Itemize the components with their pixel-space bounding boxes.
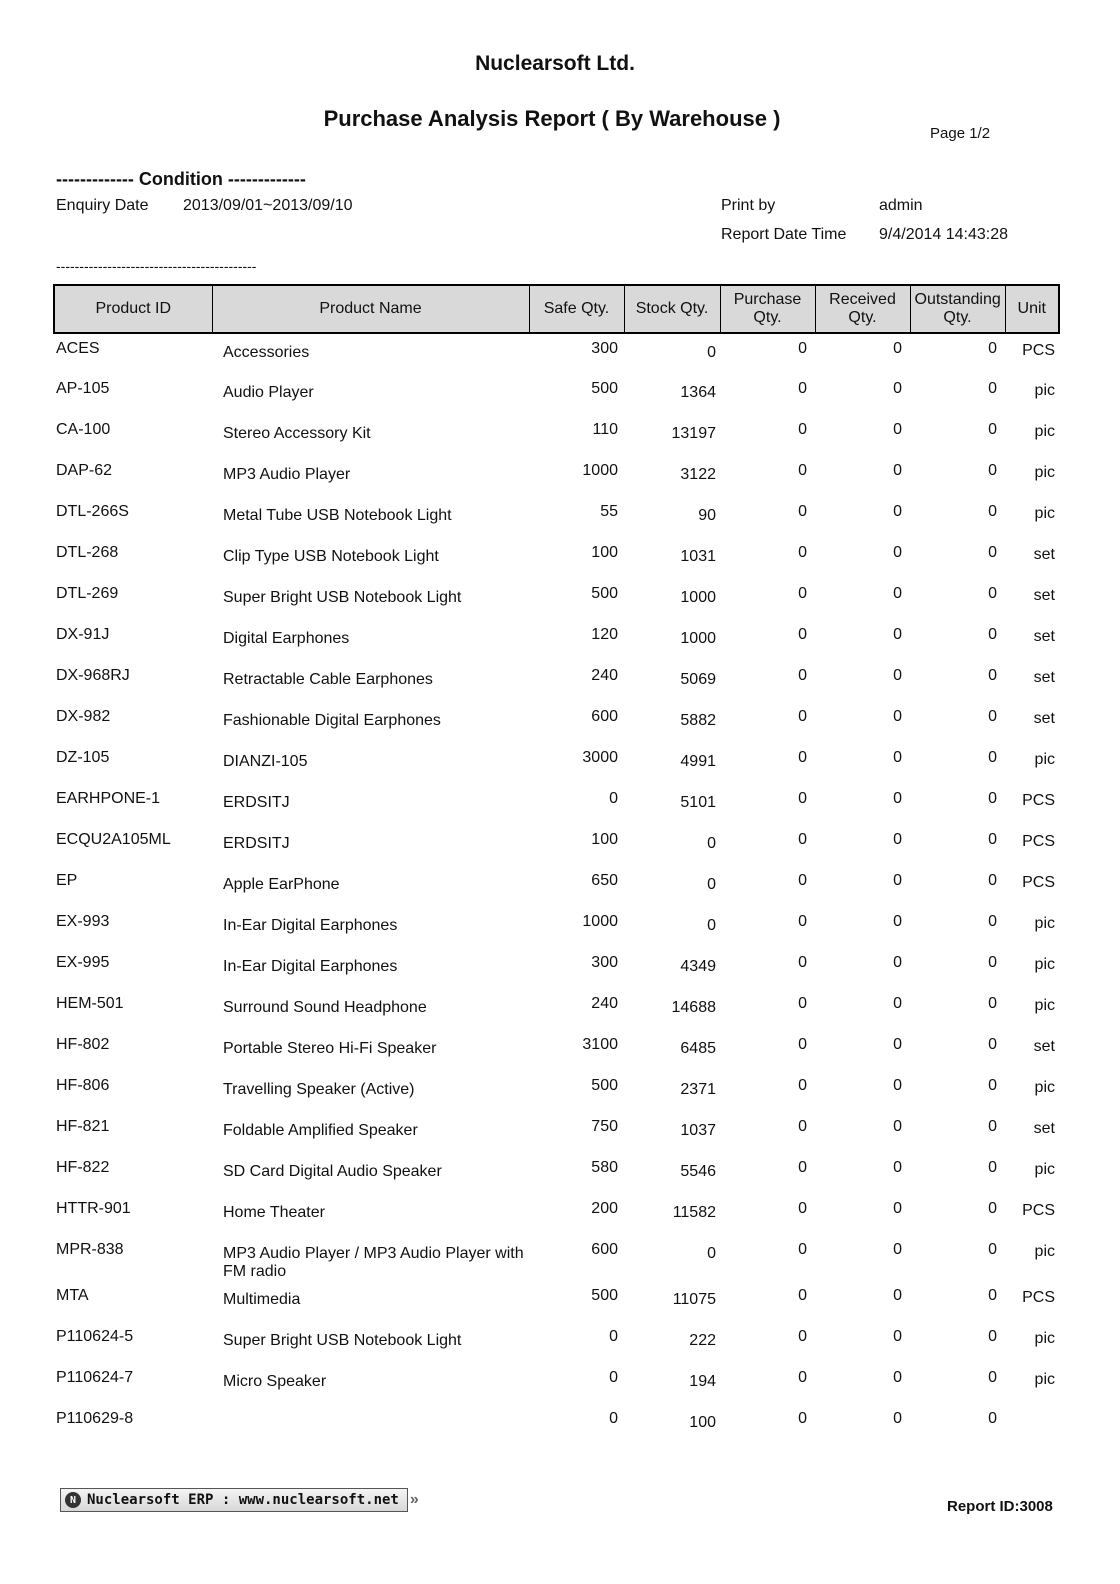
cell-product-name: SD Card Digital Audio Speaker: [223, 1163, 442, 1180]
cell-product-id: DTL-269: [56, 585, 119, 602]
cell-received-qty: 0: [893, 667, 902, 684]
cell-received-qty: 0: [893, 954, 902, 971]
cell-product-name: Micro Speaker: [223, 1373, 327, 1390]
cell-outstanding-qty: 0: [988, 1241, 997, 1258]
purchase-analysis-table: [53, 284, 1060, 1445]
cell-product-id: DX-91J: [56, 626, 110, 643]
table-body: [54, 333, 1059, 1445]
cell-product-name: MP3 Audio Player / MP3 Audio Player with FM radio: [223, 1245, 524, 1280]
cell-safe-qty: 110: [592, 421, 618, 438]
cell-product-id: MPR-838: [56, 1241, 124, 1258]
cell-stock-qty: 5882: [680, 712, 716, 729]
cell-safe-qty: 1000: [582, 462, 618, 479]
cell-stock-qty: 1031: [680, 548, 716, 565]
report-id: Report ID:3008: [947, 1498, 1053, 1515]
cell-product-id: HTTR-901: [56, 1200, 131, 1217]
cell-safe-qty: 100: [591, 544, 618, 561]
cell-purchase-qty: 0: [798, 1159, 807, 1176]
cell-unit: pic: [1034, 1161, 1055, 1178]
condition-header: ------------- Condition -------------: [56, 169, 306, 189]
cell-stock-qty: 0: [707, 344, 716, 361]
cell-purchase-qty: 0: [798, 1369, 807, 1386]
cell-safe-qty: 0: [609, 1328, 618, 1345]
cell-product-name: In-Ear Digital Earphones: [223, 958, 398, 975]
cell-stock-qty: 1037: [680, 1122, 716, 1139]
cell-stock-qty: 0: [707, 876, 716, 893]
table-header-row: [54, 285, 1059, 333]
cell-product-id: HF-802: [56, 1036, 110, 1053]
cell-product-id: ACES: [56, 340, 100, 357]
cell-safe-qty: 3000: [582, 749, 618, 766]
table-row: [54, 1281, 1059, 1322]
cell-received-qty: 0: [893, 831, 902, 848]
table-row: [54, 784, 1059, 825]
cell-received-qty: 0: [893, 995, 902, 1012]
cell-unit: set: [1033, 587, 1055, 604]
cell-safe-qty: 100: [591, 831, 618, 848]
cell-product-name: ERDSITJ: [223, 794, 290, 811]
cell-outstanding-qty: 0: [988, 1410, 997, 1427]
cell-purchase-qty: 0: [798, 544, 807, 561]
table-row: [54, 538, 1059, 579]
cell-product-id: DTL-266S: [56, 503, 129, 520]
cell-unit: set: [1033, 669, 1055, 686]
logo-text: Nuclearsoft ERP : www.nuclearsoft.net: [87, 1492, 399, 1508]
cell-received-qty: 0: [893, 1287, 902, 1304]
cell-purchase-qty: 0: [798, 1287, 807, 1304]
cell-stock-qty: 5101: [680, 794, 716, 811]
cell-received-qty: 0: [893, 1200, 902, 1217]
cell-received-qty: 0: [893, 1118, 902, 1135]
cell-safe-qty: 55: [600, 503, 618, 520]
cell-product-name: Portable Stereo Hi-Fi Speaker: [223, 1040, 437, 1057]
cell-unit: pic: [1034, 1243, 1055, 1260]
cell-unit: pic: [1034, 505, 1055, 522]
table-row: [54, 1153, 1059, 1194]
cell-purchase-qty: 0: [798, 1200, 807, 1217]
cell-product-id: EX-995: [56, 954, 110, 971]
cell-stock-qty: 2371: [680, 1081, 716, 1098]
cell-received-qty: 0: [893, 1036, 902, 1053]
cell-purchase-qty: 0: [798, 831, 807, 848]
cell-stock-qty: 6485: [680, 1040, 716, 1057]
cell-stock-qty: 11582: [672, 1204, 716, 1221]
print-by-value: admin: [879, 197, 923, 214]
cell-product-id: HF-822: [56, 1159, 110, 1176]
cell-unit: set: [1033, 546, 1055, 563]
cell-safe-qty: 200: [591, 1200, 618, 1217]
cell-outstanding-qty: 0: [988, 913, 997, 930]
cell-purchase-qty: 0: [798, 1077, 807, 1094]
cell-unit: set: [1033, 1120, 1055, 1137]
cell-outstanding-qty: 0: [988, 462, 997, 479]
cell-outstanding-qty: 0: [988, 954, 997, 971]
cell-unit: pic: [1034, 915, 1055, 932]
table-row: [54, 702, 1059, 743]
cell-purchase-qty: 0: [798, 503, 807, 520]
table-row: [54, 374, 1059, 415]
cell-product-name: ERDSITJ: [223, 835, 290, 852]
cell-safe-qty: 300: [591, 954, 618, 971]
cell-outstanding-qty: 0: [988, 544, 997, 561]
cell-outstanding-qty: 0: [988, 503, 997, 520]
footer-logo: [60, 1488, 419, 1512]
cell-received-qty: 0: [893, 421, 902, 438]
cell-unit: pic: [1034, 423, 1055, 440]
table-row: [54, 1194, 1059, 1235]
cell-stock-qty: 0: [707, 1245, 716, 1262]
print-by-label: Print by: [721, 197, 776, 214]
cell-stock-qty: 1000: [680, 630, 716, 647]
cell-purchase-qty: 0: [798, 1118, 807, 1135]
cell-outstanding-qty: 0: [988, 1200, 997, 1217]
cell-outstanding-qty: 0: [988, 1287, 997, 1304]
col-header-product-name: Product Name: [212, 285, 529, 333]
table-row: [54, 1112, 1059, 1153]
cell-product-name: In-Ear Digital Earphones: [223, 917, 398, 934]
cell-purchase-qty: 0: [798, 626, 807, 643]
report-datetime-value: 9/4/2014 14:43:28: [879, 226, 1009, 243]
page-indicator: Page 1/2: [930, 125, 991, 142]
cell-purchase-qty: 0: [798, 954, 807, 971]
table-row: [54, 1030, 1059, 1071]
cell-outstanding-qty: 0: [988, 1369, 997, 1386]
cell-product-id: HF-806: [56, 1077, 110, 1094]
cell-received-qty: 0: [893, 1328, 902, 1345]
col-header-received-qty: Received Qty.: [815, 285, 910, 333]
cell-product-id: P110624-5: [56, 1328, 134, 1345]
table-row: [54, 1363, 1059, 1404]
cell-product-name: Retractable Cable Earphones: [223, 671, 433, 688]
table-row: [54, 866, 1059, 907]
double-chevron-right-icon: »: [409, 1491, 419, 1508]
table-row: [54, 743, 1059, 784]
cell-outstanding-qty: 0: [988, 667, 997, 684]
cell-product-id: P110624-7: [56, 1369, 134, 1386]
cell-product-id: DX-968RJ: [56, 667, 130, 684]
cell-outstanding-qty: 0: [988, 1036, 997, 1053]
cell-purchase-qty: 0: [798, 872, 807, 889]
col-header-safe-qty: Safe Qty.: [529, 285, 624, 333]
cell-outstanding-qty: 0: [988, 585, 997, 602]
cell-product-name: Surround Sound Headphone: [223, 999, 427, 1016]
cell-unit: pic: [1034, 464, 1055, 481]
cell-received-qty: 0: [893, 913, 902, 930]
cell-product-id: MTA: [56, 1287, 89, 1304]
cell-product-name: Super Bright USB Notebook Light: [223, 1332, 462, 1349]
cell-unit: set: [1033, 710, 1055, 727]
cell-product-name: Stereo Accessory Kit: [223, 425, 371, 442]
cell-purchase-qty: 0: [798, 340, 807, 357]
cell-stock-qty: 5546: [680, 1163, 716, 1180]
cell-outstanding-qty: 0: [988, 831, 997, 848]
cell-product-id: EX-993: [56, 913, 110, 930]
cell-stock-qty: 11075: [672, 1291, 716, 1308]
cell-purchase-qty: 0: [798, 790, 807, 807]
condition-separator: -------------------------------------------: [56, 258, 257, 274]
cell-product-id: DX-982: [56, 708, 111, 725]
cell-product-id: HEM-501: [56, 995, 124, 1012]
cell-product-name: Clip Type USB Notebook Light: [223, 548, 439, 565]
cell-unit: PCS: [1022, 1289, 1055, 1306]
cell-unit: PCS: [1022, 342, 1055, 359]
cell-product-name: Super Bright USB Notebook Light: [223, 589, 462, 606]
cell-unit: [1005, 1404, 1059, 1445]
cell-product-name: DIANZI-105: [223, 753, 308, 770]
cell-unit: PCS: [1022, 1202, 1055, 1219]
cell-outstanding-qty: 0: [988, 749, 997, 766]
cell-stock-qty: 100: [689, 1414, 716, 1431]
cell-purchase-qty: 0: [798, 1410, 807, 1427]
cell-outstanding-qty: 0: [988, 626, 997, 643]
cell-safe-qty: 0: [609, 1369, 618, 1386]
cell-product-id: DTL-268: [56, 544, 119, 561]
cell-product-name: Multimedia: [223, 1291, 301, 1308]
cell-outstanding-qty: 0: [988, 995, 997, 1012]
table-row: [54, 1322, 1059, 1363]
logo-badge: [60, 1488, 408, 1512]
cell-outstanding-qty: 0: [988, 790, 997, 807]
col-header-purchase-qty: Purchase Qty.: [720, 285, 815, 333]
cell-unit: pic: [1034, 956, 1055, 973]
cell-product-name: Audio Player: [223, 384, 314, 401]
cell-stock-qty: 4349: [680, 958, 716, 975]
cell-unit: set: [1033, 628, 1055, 645]
cell-outstanding-qty: 0: [988, 1159, 997, 1176]
cell-purchase-qty: 0: [798, 913, 807, 930]
cell-received-qty: 0: [893, 340, 902, 357]
cell-stock-qty: 1364: [680, 384, 716, 401]
cell-product-name: MP3 Audio Player: [223, 466, 351, 483]
cell-purchase-qty: 0: [798, 462, 807, 479]
cell-stock-qty: 5069: [680, 671, 716, 688]
cell-received-qty: 0: [893, 1159, 902, 1176]
cell-unit: pic: [1034, 751, 1055, 768]
cell-received-qty: 0: [893, 872, 902, 889]
cell-safe-qty: 650: [591, 872, 618, 889]
cell-safe-qty: 1000: [582, 913, 618, 930]
cell-unit: pic: [1034, 1079, 1055, 1096]
cell-safe-qty: 240: [591, 995, 618, 1012]
cell-product-id: EP: [56, 872, 78, 889]
cell-stock-qty: 1000: [680, 589, 716, 606]
cell-product-id: EARHPONE-1: [56, 790, 161, 807]
cell-unit: PCS: [1022, 833, 1055, 850]
cell-purchase-qty: 0: [798, 380, 807, 397]
cell-safe-qty: 300: [591, 340, 618, 357]
table-row: [54, 948, 1059, 989]
cell-purchase-qty: 0: [798, 1036, 807, 1053]
cell-product-id: CA-100: [56, 421, 111, 438]
cell-stock-qty: 222: [689, 1332, 716, 1349]
cell-safe-qty: 120: [591, 626, 618, 643]
table-row: [54, 825, 1059, 866]
table-row: [54, 456, 1059, 497]
cell-product-id: P110629-8: [56, 1410, 134, 1427]
cell-purchase-qty: 0: [798, 421, 807, 438]
table-row: [54, 907, 1059, 948]
cell-outstanding-qty: 0: [988, 708, 997, 725]
cell-safe-qty: 500: [591, 380, 618, 397]
col-header-outstanding-qty: Outstanding Qty.: [910, 285, 1005, 333]
cell-purchase-qty: 0: [798, 749, 807, 766]
table-row: [54, 415, 1059, 456]
cell-purchase-qty: 0: [798, 995, 807, 1012]
cell-product-id: HF-821: [56, 1118, 110, 1135]
cell-product-name: Metal Tube USB Notebook Light: [223, 507, 452, 524]
cell-received-qty: 0: [893, 1241, 902, 1258]
cell-outstanding-qty: 0: [988, 1328, 997, 1345]
cell-received-qty: 0: [893, 380, 902, 397]
cell-received-qty: 0: [893, 626, 902, 643]
cell-product-name: Apple EarPhone: [223, 876, 340, 893]
cell-outstanding-qty: 0: [988, 380, 997, 397]
cell-safe-qty: 500: [591, 1077, 618, 1094]
cell-product-name: Fashionable Digital Earphones: [223, 712, 441, 729]
table-row: [54, 579, 1059, 620]
cell-safe-qty: 240: [591, 667, 618, 684]
col-header-unit: Unit: [1005, 285, 1059, 333]
table-row: [54, 333, 1059, 374]
cell-unit: PCS: [1022, 874, 1055, 891]
enquiry-date-value: 2013/09/01~2013/09/10: [183, 197, 353, 214]
cell-received-qty: 0: [893, 1077, 902, 1094]
cell-received-qty: 0: [893, 708, 902, 725]
cell-safe-qty: 0: [609, 790, 618, 807]
cell-unit: PCS: [1022, 792, 1055, 809]
report-title: Purchase Analysis Report ( By Warehouse ): [323, 106, 781, 131]
cell-outstanding-qty: 0: [988, 1118, 997, 1135]
cell-outstanding-qty: 0: [988, 421, 997, 438]
cell-purchase-qty: 0: [798, 667, 807, 684]
cell-safe-qty: 500: [591, 1287, 618, 1304]
cell-stock-qty: 3122: [680, 466, 716, 483]
cell-purchase-qty: 0: [798, 585, 807, 602]
cell-product-name: Digital Earphones: [223, 630, 350, 647]
cell-product-name: Accessories: [223, 344, 310, 361]
cell-received-qty: 0: [893, 749, 902, 766]
report-datetime-label: Report Date Time: [721, 226, 847, 243]
cell-outstanding-qty: 0: [988, 1077, 997, 1094]
cell-unit: pic: [1034, 1330, 1055, 1347]
cell-stock-qty: 4991: [680, 753, 716, 770]
cell-received-qty: 0: [893, 1369, 902, 1386]
cell-unit: pic: [1034, 382, 1055, 399]
table-row: [54, 1071, 1059, 1112]
cell-received-qty: 0: [893, 585, 902, 602]
cell-stock-qty: 0: [707, 835, 716, 852]
cell-product-name: Home Theater: [223, 1204, 325, 1221]
cell-product-id: DAP-62: [56, 462, 113, 479]
cell-product-id: DZ-105: [56, 749, 110, 766]
cell-unit: pic: [1034, 997, 1055, 1014]
table-row: [54, 620, 1059, 661]
cell-stock-qty: 194: [689, 1373, 716, 1390]
cell-unit: pic: [1034, 1371, 1055, 1388]
cell-stock-qty: 13197: [671, 425, 716, 442]
cell-product-id: ECQU2A105ML: [56, 831, 171, 848]
cell-safe-qty: 600: [591, 708, 618, 725]
cell-stock-qty: 14688: [671, 999, 716, 1016]
cell-product-id: AP-105: [56, 380, 110, 397]
cell-received-qty: 0: [893, 544, 902, 561]
cell-stock-qty: 90: [698, 507, 716, 524]
cell-received-qty: 0: [893, 1410, 902, 1427]
col-header-stock-qty: Stock Qty.: [624, 285, 720, 333]
table-row: [54, 1404, 1059, 1445]
cell-purchase-qty: 0: [798, 1241, 807, 1258]
table-row: [54, 989, 1059, 1030]
table-row: [54, 661, 1059, 702]
cell-product-name: Travelling Speaker (Active): [223, 1081, 415, 1098]
table-row: [54, 497, 1059, 538]
cell-unit: set: [1033, 1038, 1055, 1055]
cell-outstanding-qty: 0: [988, 340, 997, 357]
cell-safe-qty: 3100: [582, 1036, 618, 1053]
cell-received-qty: 0: [893, 503, 902, 520]
col-header-product-id: Product ID: [54, 285, 212, 333]
cell-stock-qty: 0: [707, 917, 716, 934]
cell-safe-qty: 600: [591, 1241, 618, 1258]
nuclearsoft-logo-icon: N: [65, 1492, 81, 1508]
cell-safe-qty: 750: [591, 1118, 618, 1135]
cell-received-qty: 0: [893, 462, 902, 479]
cell-purchase-qty: 0: [798, 1328, 807, 1345]
company-name: Nuclearsoft Ltd.: [475, 52, 635, 75]
cell-safe-qty: 500: [591, 585, 618, 602]
cell-product-name: [212, 1404, 529, 1445]
cell-purchase-qty: 0: [798, 708, 807, 725]
cell-safe-qty: 0: [609, 1410, 618, 1427]
enquiry-date-label: Enquiry Date: [56, 197, 149, 214]
cell-received-qty: 0: [893, 790, 902, 807]
cell-product-name: Foldable Amplified Speaker: [223, 1122, 418, 1139]
cell-outstanding-qty: 0: [988, 872, 997, 889]
cell-safe-qty: 580: [591, 1159, 618, 1176]
table-row: [54, 1235, 1059, 1281]
